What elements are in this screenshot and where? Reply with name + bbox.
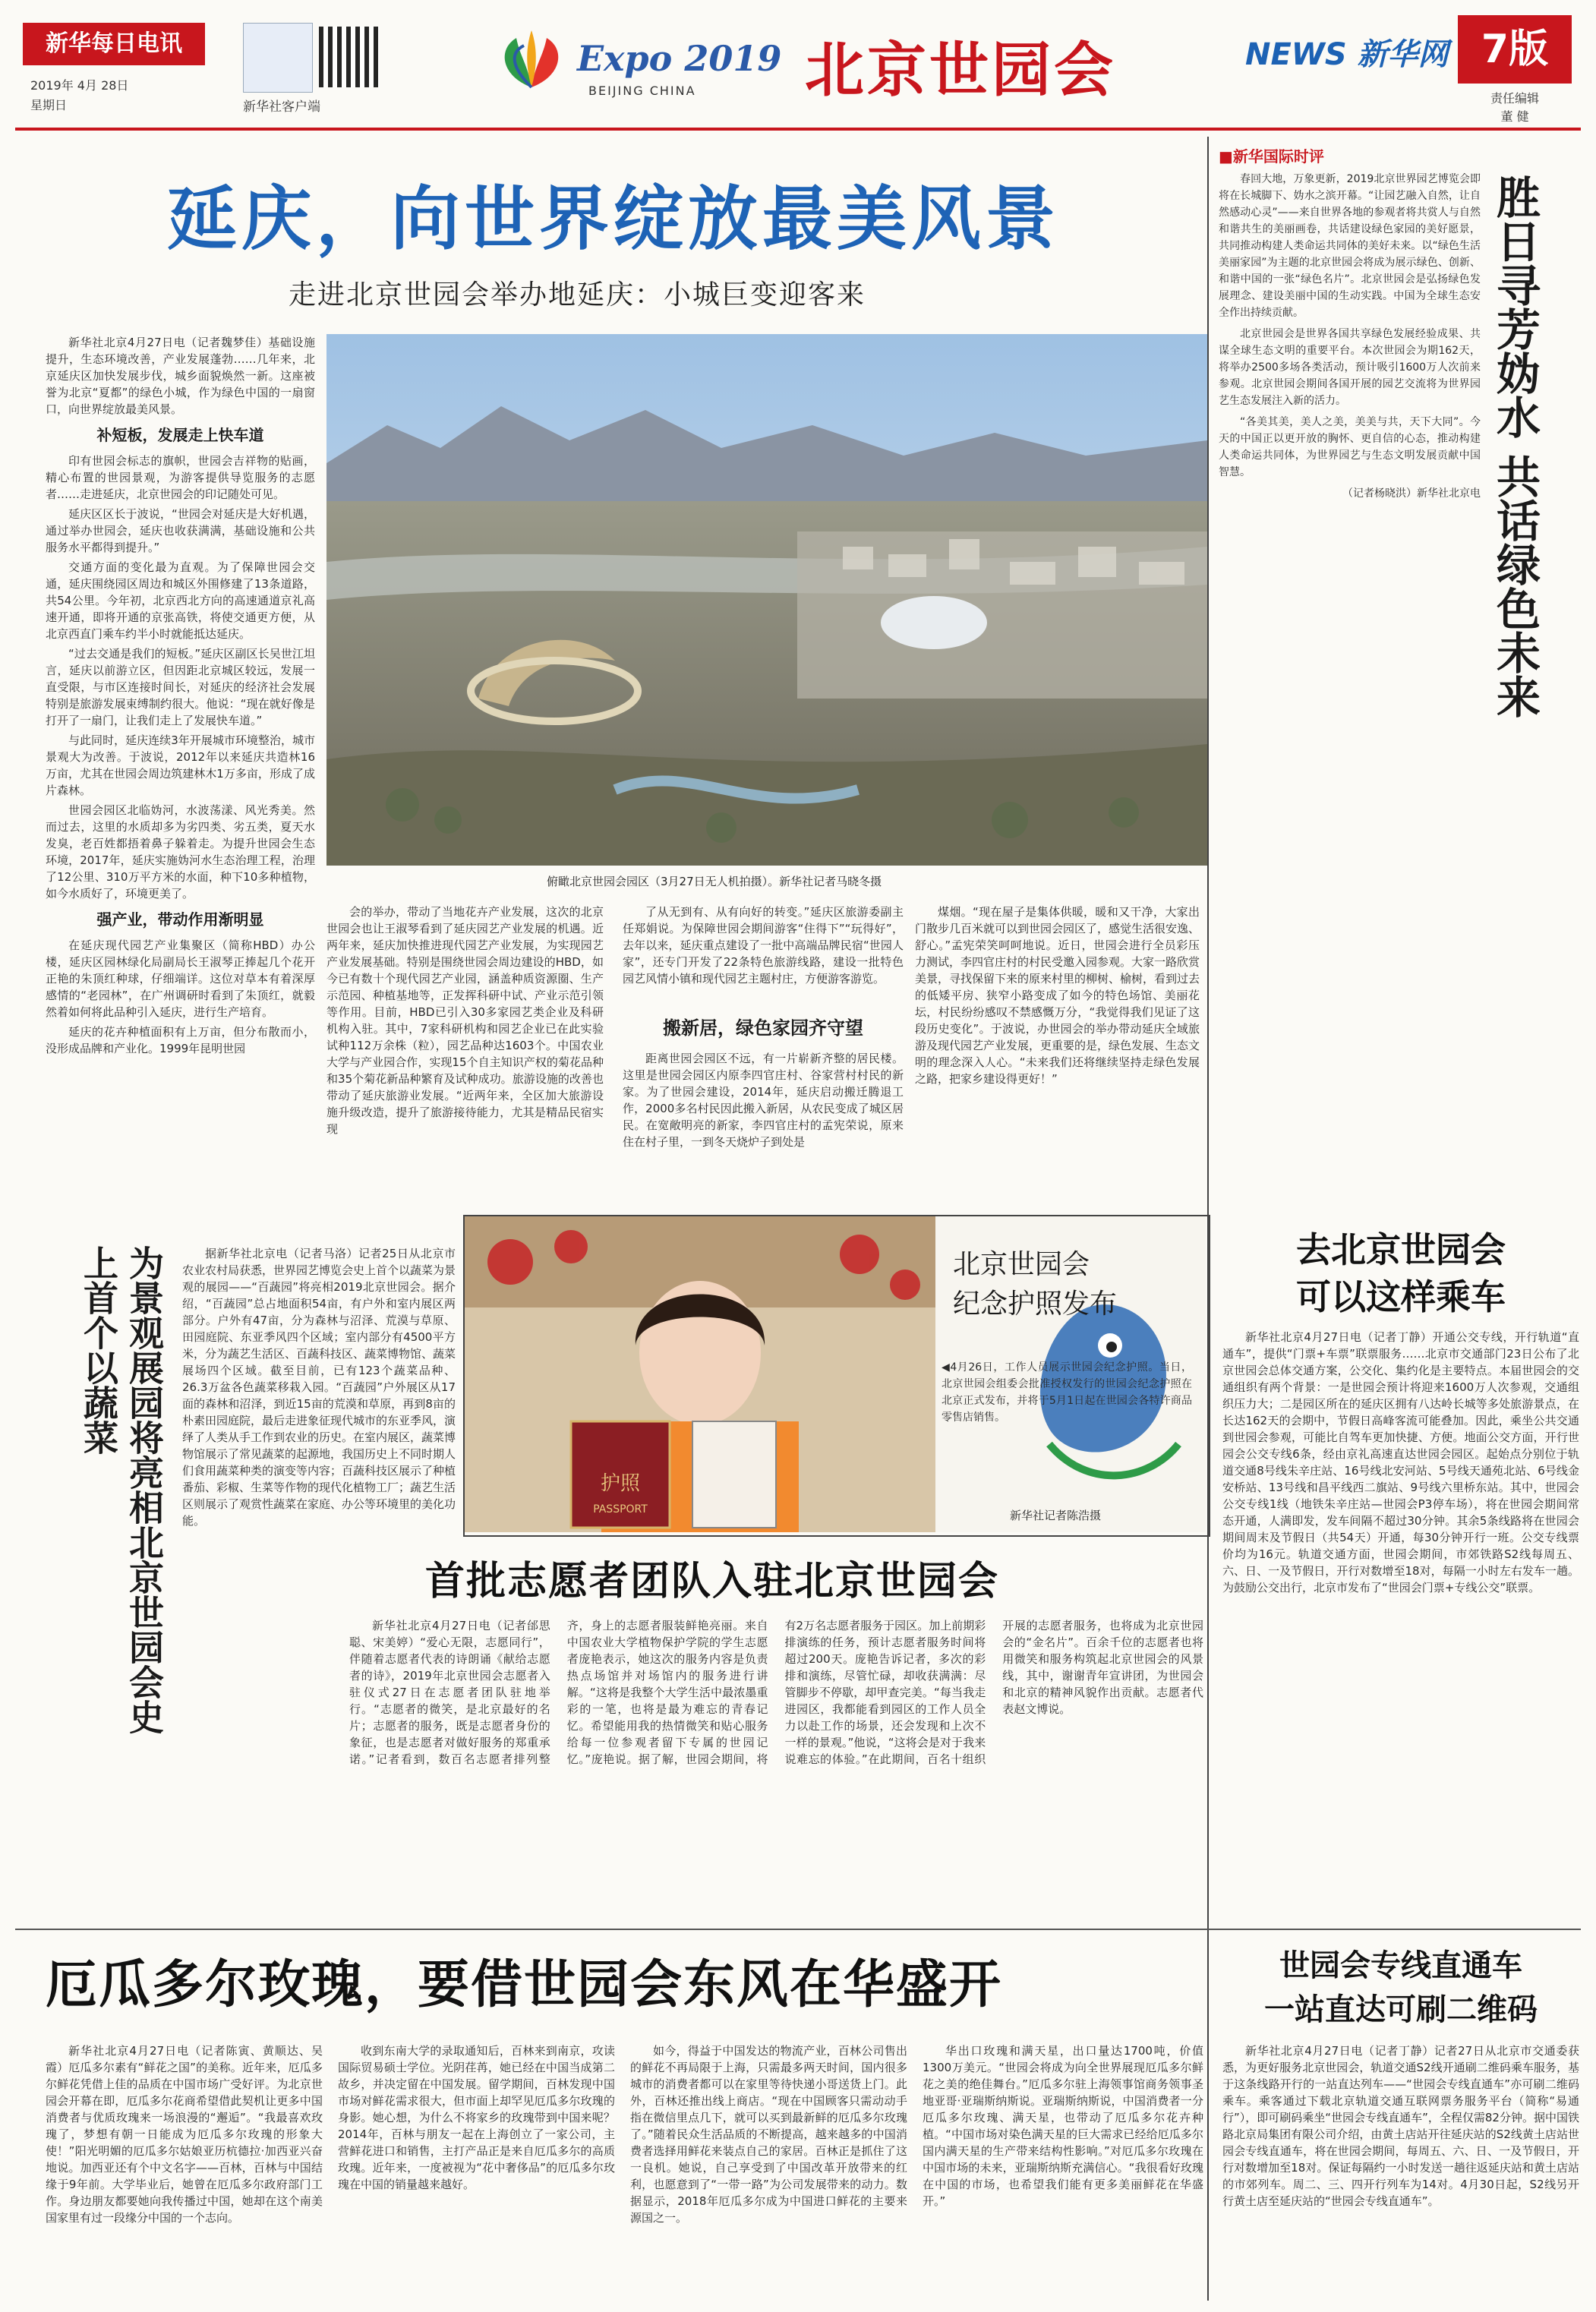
issue-weekday: 星期日 — [30, 98, 68, 112]
vegetable-headline-spacer — [46, 1245, 182, 1716]
passport-word: 护照 — [600, 1472, 641, 1495]
express-body: 新华社北京4月27日电（记者丁静）记者27日从北京市交通委获悉，为更好服务北京世园会，轨道交通S2线开通刷二维码乘车服务，基于这条线路开行的一站直达列车——“世园会专线直通车”亦可刷二维码乘车。乘客通过下载北京轨道交通互联网票务服务平台（简称“易通行”），即可刷码乘坐“世园会专线直通车”，全程仅需82分钟。据中国铁路北京局集团有限公司介绍，由黄土店站开往延庆站的S2线黄土店站世园会专线直通车，将在世园会期间，每周五、六、日、一及节假日，开行对数增加至18对。保证每隔约一小时发送一趟往返延庆站和黄土店站的市郊列车。周二、三、四开行列车为14对。4月30日起，S2线另开行黄土店至延庆站的“世园会专线直通车”。 — [1222, 2044, 1579, 2208]
client-label: 新华社客户端 — [243, 99, 320, 115]
lead-column-3: 了从无到有、从有向好的转变。”延庆区旅游委副主任郑娟说。为保障世园会期间游客“住得下”“玩得好”，去年以来，延庆重点建设了一批中高端品牌民宿“世园人家”，还专门开发了22条特色旅游线路，建设一批特色园艺风情小镇和现代园艺主题村庄，方便游客游览。 — [623, 905, 904, 986]
aerial-photo — [326, 334, 1207, 866]
express-headline — [1222, 1944, 1579, 2032]
transit-body: 新华社北京4月27日电（记者丁静）开通公交专线，开行轨道“直通车”，提供“门票+车票”联票服务……北京市交通部门23日公布了北京世园会总体交通方案，公交化、集约化是主要特点。本届世园会的交通组织有两个背景：一是世园会预计将迎来1600万人次参观，交通组织压力大；二是园区所在的延庆区拥有八达岭长城等多处旅游景点，在长达162天的会期中，节假日高峰客流可能叠加。因此，乘坐公共交通到世园会参观，可能比自驾车更加快捷、方便。地面公交方面，开行世园会公交专线6条，经由京礼高速直达世园会园区。起始点分别位于轨道交通8号线朱辛庄站、16号线北安河站、5号线天通苑北站、6号线金安桥站、13号线和昌平线西二旗站、9号线六里桥东站。其中，世园会公交专线1线（地铁朱辛庄站—世园会P3停车场），将在世园会期间常态开通，人满即发，发车间隔不超过30分钟。其余5条线路将在世园会期间周末及节假日（共54天）开通，每30分钟开行一班。公交专线票价均为16元。轨道交通方面，世园会期间，市郊铁路S2线每周五、六、日、一及节假日，开行对数增至18对，每隔一小时左右发车一趟。为鼓励公交出行，北京市发布了“世园会门票+专线公交”联票。 — [1222, 1330, 1579, 1594]
masthead — [0, 0, 1596, 129]
commentary-headline: 胜日寻芳妫水 共话绿色未来 — [1489, 175, 1541, 719]
page-number: 7版 — [1458, 15, 1572, 84]
editor-name: 董 健 — [1500, 109, 1529, 124]
passport-en: PASSPORT — [593, 1503, 648, 1516]
vegetable-headline: 为景观展园将亮相北京世园会史上首个以蔬菜 — [78, 1245, 165, 1734]
qr-code-icon — [319, 27, 380, 87]
lead-subhead-1: 补短板，发展走上快车道 — [96, 426, 264, 444]
lead-paragraph: 在延庆现代园艺产业集聚区（简称HBD）办公楼，延庆区园林绿化局副局长王淑琴正捧起几个花开正艳的朱顶红种球，仔细端详。这位对草本有着深厚感情的“老园林”，在广州调研时看到了朱顶红，就毅然着如何将此品种引入延庆，进行生产培育。 — [46, 938, 315, 1019]
lead-paragraph: 世园会园区北临妫河，水波荡漾、风光秀美。然而过去，这里的水质却多为劣四类、劣五类，夏天水发臭，老百姓都捂着鼻子躲着走。为提升世园会生态环境，2017年，延庆实施妫河水生态治理工程，治理了12公里、310万平方米的水面，种下10多种植物，如今水质好了，环境更美了。 — [46, 803, 315, 901]
lead-paragraph: 印有世园会标志的旗帜，世园会吉祥物的贴画，精心布置的世园景观，为游客提供导览服务的志愿者……走进延庆，北京世园会的印记随处可见。 — [46, 454, 315, 501]
passport-photo — [465, 1216, 935, 1532]
lead-paragraph: “过去交通是我们的短板。”延庆区副区长吴世江坦言，延庆以前游立区，但因距北京城区较远，发展一直受限，与市区连接时间长，对延庆的经济社会发展特别是旅游发展束缚制约很大。他说：“现在就好像是打开了一扇门，让我们走上了发展快车道。” — [46, 647, 315, 727]
commentary-paragraph: “各美其美，美人之美，美美与共，天下大同”。今天的中国正以更开放的胸怀、更自信的心态，推动构建人类命运共同体，为世界园艺与生态文明发展贡献中国智慧。 — [1219, 416, 1481, 478]
express-headline-line-2: 一站直达可刷二维码 — [1264, 1992, 1538, 2027]
lead-paragraph: 延庆区区长于波说，“世园会对延庆是大好机遇，通过举办世园会，延庆也收获满满，基础设施和公共服务水平都得到提升。” — [46, 507, 315, 554]
lead-column-4: 煤烟。“现在屋子是集体供暖，暖和又干净，大家出门散步几百米就可以到世园会园区了，感觉生活很安逸、舒心。”孟宪荣笑呵呵地说。近日，世园会进行全员彩压力测试，李四官庄村的村民受邀入园参观。大家一路欣赏美景，寻找保留下来的原来村里的柳树、榆树，看到过去的低矮平房、狭窄小路变成了如今的特色场馆、美丽花坛，村民纷纷感叹不禁感慨万分，“我觉得我们见证了这段历史变化”。于波说，办世园会的举办带动延庆全域旅游及现代园艺产业发展，更重要的是，绿色发展、生态文明的理念深入人心。“未来我们还将继续坚持走绿色发展之路，把家乡建设得更好！” — [915, 905, 1200, 1086]
news-logo: NEWS 新华网 — [1245, 37, 1449, 72]
passport-caption: ◀4月26日，工作人员展示世园会纪念护照。当日，北京世园会组委会批准授权发行的世园会纪念护照在北京正式发布，并将于5月1日起在世园会各特许商品零售店销售。 — [942, 1361, 1192, 1424]
lead-column-3-wrap — [623, 904, 904, 1222]
vegetable-story-text: 据新华社北京电（记者马洛）记者25日从北京市农业农村局获悉，世界园艺博览会史上首个以蔬菜为景观的展园——“百蔬园”将亮相2019北京世园会。据介绍，“百蔬园”总占地面积54亩，有户外和室内展区两部分。户外有47亩，分为森林与沼泽、荒漠与草原、田园庭院、东亚季风四个区域；室内部分有4500平方米，分为蔬艺生活区、百蔬科技区、蔬菜博物馆、蔬菜展场四个区域。截至目前，已有123个蔬菜品种、26.3万盆各色蔬菜移栽入园。“百蔬园”户外展区从17面的森林和沼泽，到近15亩的荒漠和草原，再到8亩的朴素田园庭院，最后走进象征现代城市的东亚季风，演绎了人类从手工作到农业的历史。在室内展区，蔬菜博物馆展示了常见蔬菜的起源地，我国历史上不同时期人们食用蔬菜种类的演变等内容；百蔬科技区展示了种植番茄、彩椒、生菜等作物的现代化植物工厂；蔬艺生活区则展示了观赏性蔬菜在家庭、办公等环境里的美化功能。 — [182, 1247, 456, 1528]
dateline — [30, 76, 128, 115]
rose-column-1: 新华社北京4月27日电（记者陈寅、黄顺达、吴霞）厄瓜多尔素有“鲜花之国”的美称。近年来，厄瓜多尔鲜花凭借上佳的品质在中国市场广受好评。为北京世园会开幕在即，厄瓜多尔花商希望借此契机让更多中国消费者与优质玫瑰来一场浪漫的“邂逅”。“我最喜欢玫瑰了，梦想有朝一日能成为厄瓜多尔玫瑰的形象大使！”阳光明媚的厄瓜多尔姑娘亚历杭德拉·加西亚兴奋地说。加西亚还有个中文名字——百林，百林与中国结缘于9年前。大学毕业后，她曾在厄瓜多尔政府部门工作。身边朋友都要她向我传播过中国，她却在这个南美国家里有过一段缘分中国的一个志向。 — [46, 2044, 323, 2225]
expo-wordmark: Expo 2019 — [577, 38, 782, 79]
transit-headline-line-1: 去北京世园会 — [1296, 1229, 1506, 1270]
passport-title-line-2: 纪念护照发布 — [953, 1288, 1118, 1320]
xinhua-logo-icon — [243, 23, 313, 93]
editor-info — [1443, 90, 1587, 126]
expo-logo-icon — [486, 23, 577, 99]
lead-column-3b: 距离世园会园区不远，有一片崭新齐整的居民楼。这里是世园会园区内原李四官庄村、谷家营村村民的新家。为了世园会建设，2014年，延庆启动搬迁腾退工作，2000多名村民因此搬入新居，从农民变成了城区居民。在宽敞明亮的新家，李四官庄村的孟宪荣说，原来住在村子里，一到冬天烧炉子到处是 — [623, 1052, 904, 1149]
lead-paragraph: 交通方面的变化最为直观。为了保障世园会交通，延庆围绕园区周边和城区外围修建了13条道路，共54公里。今年初，北京西北方向的高速通道京礼高速开通，即将开通的京张高铁，将使交通更方便，从北京西直门乘车约半小时就能抵达延庆。 — [46, 560, 315, 641]
lead-column-2: 会的举办，带动了当地花卉产业发展，这次的北京世园会也让王淑琴看到了延庆园艺产业发展的机遇。近两年来，延庆加快推进现代园艺产业发展，为实现园艺产业发展基础。特别是围绕世园会周边建设的HBD，如今已有数十个现代园艺产业园，涵盖种质资源圈、生产示范园、种植基地等，正发挥科研中试、产业示范引领等作用。目前，HBD已引入30多家园艺类企业及科研机构入驻。其中，7家科研机构和园艺企业已在此实验试种112万余株（粒），园艺品种达1603个。中国农业大学与产业园合作，实现15个自主知识产权的菊花品种和35个菊花新品种繁育及试种成功。旅游设施的改善也带动了延庆旅游业发展。“近两年来，全区加大旅游设施升级改造，提升了旅游接待能力，尤其是精品民宿实现 — [326, 905, 604, 1136]
transit-headline-line-2: 可以这样乘车 — [1296, 1276, 1506, 1317]
commentary-body — [1219, 171, 1481, 1112]
lead-paragraph: 延庆的花卉种植面积有上万亩，但分布散而小，没形成品牌和产业化。1999年昆明世园 — [46, 1025, 315, 1055]
editor-label: 责任编辑 — [1490, 91, 1539, 106]
lead-subheadline: 走进北京世园会举办地延庆：小城巨变迎客来 — [289, 279, 866, 311]
commentary-byline: （记者杨晓洪）新华社北京电 — [1342, 487, 1481, 500]
rose-column-4: 华出口玫瑰和满天星，出口量达1700吨，价值1300万美元。“世园会将成为向全世界展现厄瓜多尔鲜花之美的绝佳舞台。”厄瓜多尔驻上海领事馆商务领事圣地亚哥·亚瑞斯纳斯说。亚瑞斯纳斯说，中国消费者一分厄瓜多尔玫瑰、满天星，也带动了厄瓜多尔花卉种植。“中国市场对染色满天星的巨大需求已经给厄瓜多尔国内满天星的生产带来结构性影响。”对厄瓜多尔玫瑰在中国市场的未来，亚瑞斯纳斯充满信心。“我很看好玫瑰在中国的市场，也希望我们能有更多美丽鲜花在华盛开。” — [923, 2044, 1203, 2208]
lead-headline: 延庆，向世界绽放最美风景 — [167, 178, 1061, 260]
rose-column-2: 收到东南大学的录取通知后，百林来到南京，攻读国际贸易硕士学位。光阴荏苒，她已经在中国当成第二故乡，并决定留在中国发展。留学期间，百林发现中国市场对鲜花需求很大，但市面上却罕见厄瓜多尔玫瑰的身影。她心想，为什么不将家乡的玫瑰带到中国来呢？2014年，百林与朋友一起在上海创立了一家公司，主营鲜花进口和销售，主打产品正是来自厄瓜多尔的高质玫瑰。近年来，一度被视为“花中奢侈品”的厄瓜多尔玫瑰在中国的销量越来越好。 — [338, 2044, 615, 2191]
lead-intro: 新华社北京4月27日电（记者魏梦佳）基础设施提升，生态环境改善，产业发展蓬勃……几年来，北京延庆区加快发展步伐，城乡面貌焕然一新。这座被誉为北京“夏都”的绿色小城，作为绿色中国的一扇窗口，向世界绽放最美风景。 — [46, 336, 315, 416]
page-title: 北京世园会 — [805, 36, 1117, 105]
lead-paragraph: 与此同时，延庆连续3年开展城市环境整治，城市景观大为改善。于波说，2012年以来延庆共造林16万亩，尤其在世园会周边筑建林木1万多亩，形成了成片森林。 — [46, 733, 315, 797]
lead-subhead-3: 搬新居，绿色家园齐守望 — [663, 1017, 863, 1039]
commentary-paragraph: 春回大地，万象更新，2019北京世界园艺博览会即将在长城脚下、妫水之滨开幕。“让园艺融入自然，让自然感动心灵”——来自世界各地的参观者将共赏人与自然和谐共生的美丽画卷，共话建设绿色家园的美好愿景，共同推动构建人类命运共同体的美好未来。以“绿色生活 美丽家园”为主题的北京世园会将成为展示绿色、创新、和谐中国的一张“绿色名片”。北京世园会是弘扬绿色发展理念、建设美丽中国的生动实践。中国为全球生态安全作出持续贡献。 — [1219, 173, 1481, 319]
aerial-photo-caption: 俯瞰北京世园会园区（3月27日无人机拍摄）。新华社记者马晓冬摄 — [547, 875, 882, 888]
transit-headline — [1222, 1226, 1579, 1320]
volunteer-headline: 首批志愿者团队入驻北京世园会 — [425, 1558, 1000, 1604]
issue-date: 2019年 4月 28日 — [30, 78, 129, 93]
section-label: ■新华国际时评 — [1219, 147, 1324, 166]
newspaper-tag: 新华每日电讯 — [23, 23, 205, 65]
passport-title — [953, 1245, 1117, 1324]
lead-subhead-2: 强产业，带动作用渐明显 — [96, 910, 264, 929]
passport-credit: 新华社记者陈浩摄 — [1010, 1509, 1102, 1522]
passport-title-line-1: 北京世园会 — [953, 1249, 1090, 1280]
expo-subtitle: BEIJING CHINA — [588, 84, 696, 98]
masthead-rule — [15, 128, 1581, 131]
volunteer-body: 新华社北京4月27日电（记者邰思聪、宋美婷）“爱心无限，志愿同行”，伴随着志愿者代表的诗朗诵《献给志愿者的诗》，2019年北京世园会志愿者入驻仪式27日在志愿者团队驻地举行。“志愿者的微笑，是北京最好的名片；志愿者的服务，既是志愿者身份的象征，也是志愿者对做好服务的郑重承诺。”记者看到，数百名志愿者排列整齐，身上的志愿者服装鲜艳亮丽。来自中国农业大学植物保护学院的学生志愿者庞艳表示，她这次的服务内容是负责热点场馆并对场馆内的服务进行讲解。“这将是我整个大学生活中最浓墨重彩的一笔，也将是最为难忘的青春记忆。希望能用我的热情微笑和贴心服务给每一位参观者留下专属的世园记忆。”庞艳说。据了解，世园会期间，将有2万名志愿者服务于园区。加上前期彩排演练的任务，预计志愿者服务时间将超过200天。庞艳告诉记者，多次的彩排和演练，尽管忙碌，却收获满满：尽管脚步不停歇，却甲查完美。“每当我走进园区，我都能看到园区的工作人员全力以赴工作的场景，还会发现和上次不一样的景观。”他说，“这将会是对于我来说难忘的体验。”在此期间，百名十组织开展的志愿者服务，也将成为北京世园会的“金名片”。百余千位的志愿者也将用微笑和服务构筑起北京世园会的风景线，其中，谢谢青年宣讲团，为世园会和北京的精神风貌作出贡献。志愿者代表赵文博说。 — [349, 1619, 1203, 1766]
section-rule — [15, 1929, 1581, 1930]
rose-column-3: 如今，得益于中国发达的物流产业，百林公司售出的鲜花不再局限于上海，只需最多两天时间，国内很多城市的消费者都可以在家里等待快递小哥送货上门。此外，百林还推出线上商店。“现在中国顾客只需动动手指在微信里点几下，就可以买到最新鲜的厄瓜多尔玫瑰了。”随着民众生活品质的不断提高，越来越多的中国消费者选择用鲜花来装点自己的家居。百林正是抓住了这一良机。她说，自己享受到了中国改革开放带来的红利，也愿意到了“一带一路”为公司发展带来的动力。数据显示，2018年厄瓜多尔成为中国进口鲜花的主要来源国之一。 — [630, 2044, 907, 2225]
commentary-paragraph: 北京世园会是世界各国共享绿色发展经验成果、共谋全球生态文明的重要平台。本次世园会为期162天，将举办2500多场各类活动，预计吸引1600万人次前来参观。北京世园会期间各国开展的园艺交流将为世界园艺生态发展注入新的活力。 — [1219, 328, 1481, 407]
lead-column-1 — [46, 334, 315, 1230]
rose-headline: 厄瓜多尔玫瑰，要借世园会东风在华盛开 — [46, 1954, 1003, 2015]
express-headline-line-1: 世园会专线直通车 — [1279, 1948, 1522, 1983]
